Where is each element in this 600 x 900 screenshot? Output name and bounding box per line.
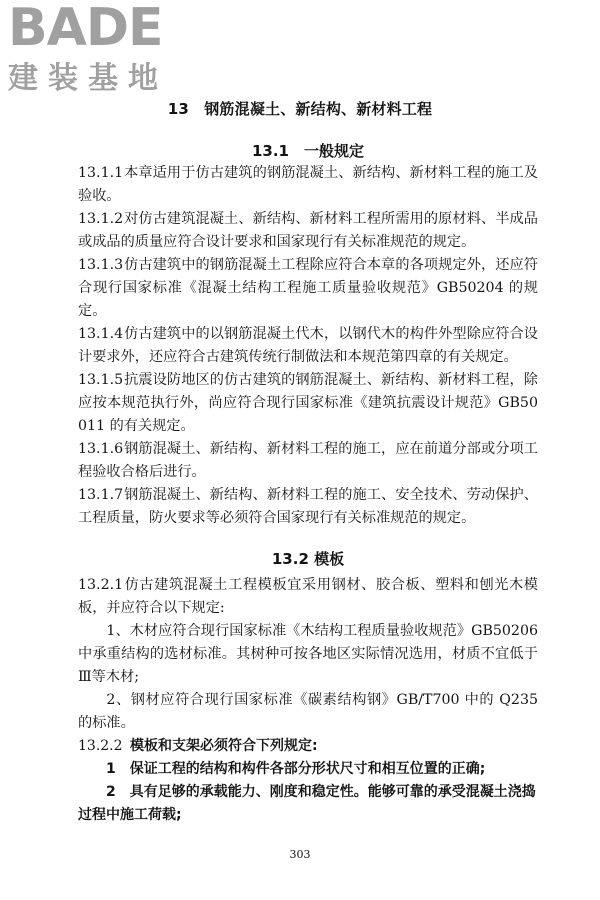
clause-13-1-4 (78, 323, 538, 369)
clause-13-1-7 (78, 484, 538, 530)
clause-number: 13.2.1 (78, 577, 124, 593)
clause-13-2-1 (78, 574, 538, 620)
logo-subtext: 建装基地 (8, 61, 168, 96)
clause-text: 模板和支架必须符合下列规定: (130, 738, 318, 754)
clause-number: 13.1.7 (78, 487, 124, 503)
clause-text: 对仿古建筑混凝土、新结构、新材料工程所需用的原材料、半成品或成品的质量应符合设计要求和国家现行有关标准规范的规定。 (78, 211, 538, 250)
clause-13-2-2-item-1: 1 保证工程的结构和构件各部分形状尺寸和相互位置的正确; (106, 761, 486, 777)
clause-13-2-2 (78, 735, 538, 758)
page-number: 303 (289, 848, 311, 861)
clause-text: 抗震设防地区的仿古建筑的钢筋混凝土、新结构、新材料工程，除应按本规范执行外，尚应符合现行国家标准《建筑抗震设计规范》GB50011 的有关规定。 (78, 372, 538, 434)
clause-13-1-5 (78, 369, 538, 438)
logo-text: BADE (8, 0, 163, 58)
clause-13-2-1-item-1: 1、木材应符合现行国家标准《木结构工程质量验收规范》GB50206 中承重结构的选材标准。其树种可按各地区实际情况选用，材质不宜低于Ⅲ等木材; (78, 623, 538, 685)
clause-13-1-3 (78, 254, 538, 323)
clause-13-1-2 (78, 208, 538, 254)
watermark-logo (6, 2, 186, 98)
clause-number: 13.1.1 (78, 165, 124, 181)
clause-text: 仿古建筑中的以钢筋混凝土代木，以钢代木的构件外型除应符合设计要求外，还应符合古建筑传统行制做法和本规范第四章的有关规定。 (78, 326, 538, 365)
clause-13-1-1 (78, 162, 538, 208)
clause-13-2-2-item-2: 2 具有足够的承载能力、刚度和稳定性。能够可靠的承受混凝土浇捣过程中施工荷载; (78, 784, 536, 823)
chapter-title: 13 钢筋混凝土、新结构、新材料工程 (167, 100, 433, 118)
clause-text: 仿古建筑中的钢筋混凝土工程除应符合本章的各项规定外，还应符合现行国家标准《混凝土结构工程施工质量验收规范》GB50204 的规定。 (78, 257, 538, 319)
clause-text: 钢筋混凝土、新结构、新材料工程的施工、安全技术、劳动保护、工程质量，防火要求等必须符合国家现行有关标准规范的规定。 (78, 487, 538, 526)
clause-text: 钢筋混凝土、新结构、新材料工程的施工，应在前道分部或分项工程验收合格后进行。 (78, 441, 538, 480)
section-title-13-1: 13.1 一般规定 (251, 142, 364, 160)
clause-13-2-1-item-2: 2、钢材应符合现行国家标准《碳素结构钢》GB/T700 中的 Q235 的标准。 (78, 692, 538, 731)
clause-13-1-6 (78, 438, 538, 484)
clause-number: 13.2.2 (78, 738, 123, 754)
section-title-13-2: 13.2 模板 (271, 550, 345, 568)
clause-number: 13.1.3 (78, 257, 124, 273)
clause-number: 13.1.2 (78, 211, 124, 227)
clause-number: 13.1.5 (78, 372, 124, 388)
clause-text: 仿古建筑混凝土工程模板宜采用钢材、胶合板、塑料和刨光木模板，并应符合以下规定: (78, 577, 538, 616)
page-content (78, 140, 538, 827)
clause-text: 本章适用于仿古建筑的钢筋混凝土、新结构、新材料工程的施工及验收。 (78, 165, 538, 204)
clause-number: 13.1.6 (78, 441, 124, 457)
clause-number: 13.1.4 (78, 326, 124, 342)
